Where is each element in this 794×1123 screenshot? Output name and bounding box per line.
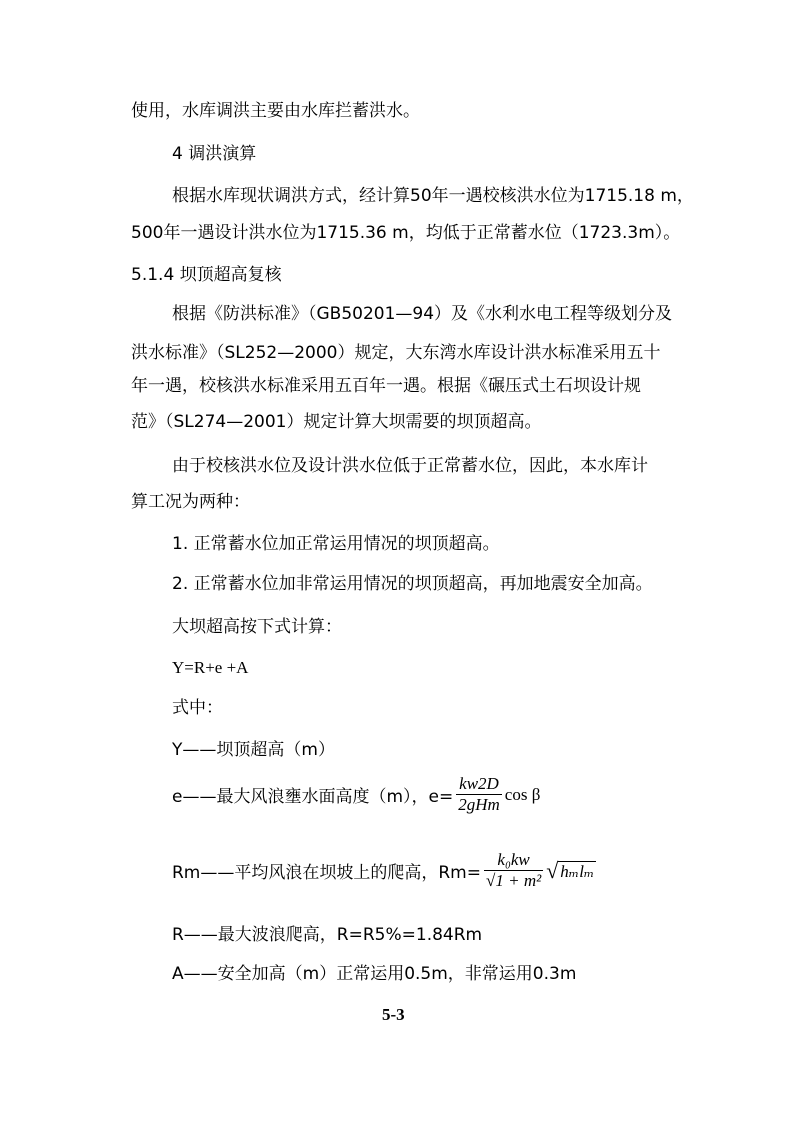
cosine-term: cos β [504,784,541,804]
fraction-numerator: k₀kw [497,850,530,869]
paragraph-line: 根据《防洪标准》（GB50201—94）及《水利水电工程等级划分及 [172,304,673,324]
paragraph-line: 由于校核洪水位及设计洪水位低于正常蓄水位，因此，本水库计 [172,456,648,476]
paragraph-line: 范》（SL274—2001）规定计算大坝需要的坝顶超高。 [131,412,542,432]
paragraph-line: 洪水标准》（SL252—2000）规定，大东湾水库设计洪水标准采用五十 [131,343,661,363]
fraction-numerator: kw2D [459,774,499,793]
root-term: 1 + m² [495,871,542,890]
list-item: 1. 正常蓄水位加正常运用情况的坝顶超高。 [172,534,500,554]
paragraph-line: 式中： [172,698,223,718]
page-number: 5-3 [382,1005,405,1024]
paragraph-line: 根据水库现状调洪方式，经计算50年一遇校核洪水位为1715.18 m， [172,186,694,206]
formula-e [172,774,540,815]
section-heading: 4 调洪演算 [172,144,257,164]
definition-text: Rm——平均风浪在坝坡上的爬高，Rm= [172,863,481,883]
list-item: 2. 正常蓄水位加非常运用情况的坝顶超高，再加地震安全加高。 [172,574,653,594]
definition-line: R——最大波浪爬高，R=R5%=1.84Rm [172,925,483,945]
radicand: hₘlₘ [560,861,595,881]
definition-line: Y——坝顶超高（m） [172,740,335,760]
definition-line: A——安全加高（m）正常运用0.5m，非常运用0.3m [172,964,577,984]
subsection-heading: 5.1.4 坝顶超高复核 [131,265,282,285]
radical-sign: √ [546,857,559,883]
formula-main: Y=R+e +A [172,658,249,677]
paragraph-line: 算工况为两种： [131,492,250,512]
fraction [484,850,543,891]
paragraph-line: 使用，水库调洪主要由水库拦蓄洪水。 [131,101,420,121]
paragraph-line: 大坝超高按下式计算： [172,617,342,637]
paragraph-line: 年一遇，校核洪水标准采用五百年一遇。根据《碾压式土石坝设计规 [131,376,641,396]
definition-text: e——最大风浪壅水面高度（m），e= [172,787,454,807]
paragraph-line: 500年一遇设计洪水位为1715.36 m，均低于正常蓄水位（1723.3m）。 [131,223,681,243]
formula-rm [172,850,596,891]
fraction-denominator: 2gHm [458,795,500,814]
square-root [546,857,596,883]
fraction [456,774,502,815]
fraction-denominator: √1 + m² [486,871,542,890]
